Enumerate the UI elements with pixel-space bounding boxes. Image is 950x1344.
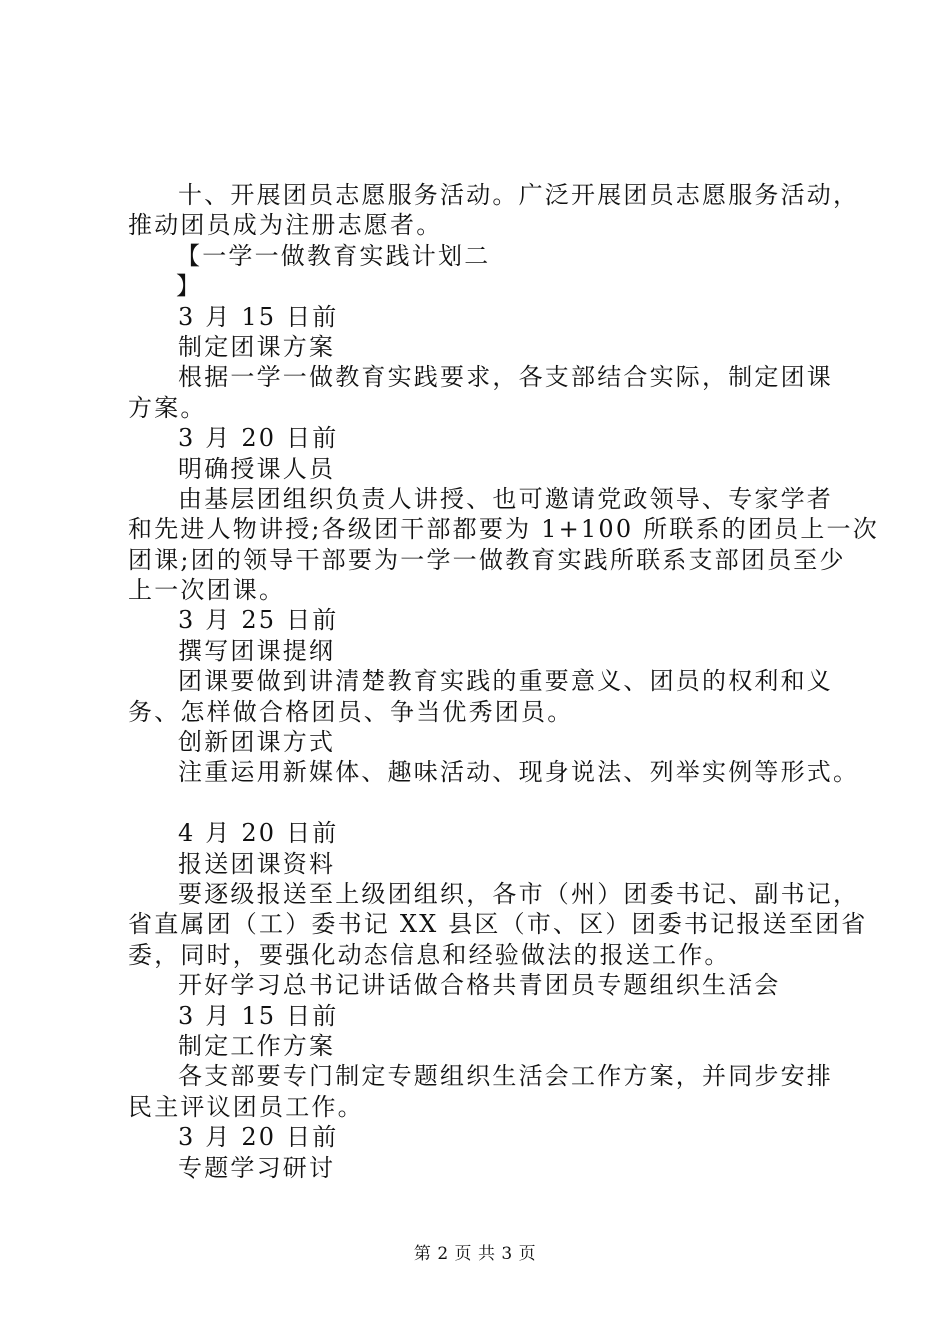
paragraph-line: 由基层团组织负责人讲授、也可邀请党政领导、专家学者	[178, 484, 833, 513]
date-line: 3 月 15 日前	[178, 302, 339, 331]
section-heading: 开好学习总书记讲话做合格共青团员专题组织生活会	[178, 971, 781, 1000]
paragraph-line: 务、怎样做合格团员、争当优秀团员。	[128, 697, 574, 726]
blank-line	[128, 788, 848, 818]
date-line: 3 月 15 日前	[178, 1001, 339, 1030]
task-title: 专题学习研讨	[178, 1153, 336, 1182]
paragraph-line: 上一次团课。	[128, 576, 286, 605]
task-title: 制定工作方案	[178, 1031, 336, 1060]
paragraph-line: 委，同时，要强化动态信息和经验做法的报送工作。	[128, 940, 731, 969]
date-line: 3 月 20 日前	[178, 424, 339, 453]
paragraph-line: 推动团员成为注册志愿者。	[128, 211, 443, 240]
task-title: 报送团课资料	[178, 849, 336, 878]
date-line: 3 月 20 日前	[178, 1123, 339, 1152]
date-line: 3 月 25 日前	[178, 606, 339, 635]
task-title: 制定团课方案	[178, 332, 336, 361]
page-footer: 第 2 页 共 3 页	[413, 1244, 537, 1264]
paragraph-line: 根据一学一做教育实践要求，各支部结合实际，制定团课	[178, 363, 833, 392]
section-heading: 】	[176, 272, 203, 301]
paragraph-line: 要逐级报送至上级团组织，各市（州）团委书记、副书记，	[178, 879, 860, 908]
paragraph-line: 十、开展团员志愿服务活动。广泛开展团员志愿服务活动，	[178, 181, 860, 209]
paragraph-line: 注重运用新媒体、趣味活动、现身说法、列举实例等形式。	[178, 758, 860, 787]
task-title: 创新团课方式	[178, 728, 336, 757]
paragraph-line: 省直属团（工）委书记 XX 县区（市、区）团委书记报送至团省	[128, 910, 868, 939]
task-title: 撰写团课提纲	[178, 636, 336, 665]
section-heading: 【一学一做教育实践计划二	[176, 241, 491, 270]
paragraph-line: 团课要做到讲清楚教育实践的重要意义、团员的权利和义	[178, 667, 833, 696]
document-body	[128, 180, 879, 1183]
paragraph-line: 民主评议团员工作。	[128, 1092, 364, 1121]
paragraph-line: 团课;团的领导干部要为一学一做教育实践所联系支部团员至少	[128, 545, 846, 574]
task-title: 明确授课人员	[178, 454, 336, 483]
paragraph-line: 和先进人物讲授;各级团干部都要为 1+100 所联系的团员上一次	[128, 515, 879, 544]
paragraph-line: 方案。	[128, 393, 207, 422]
date-line: 4 月 20 日前	[178, 819, 339, 848]
paragraph-line: 各支部要专门制定专题组织生活会工作方案，并同步安排	[178, 1062, 833, 1091]
